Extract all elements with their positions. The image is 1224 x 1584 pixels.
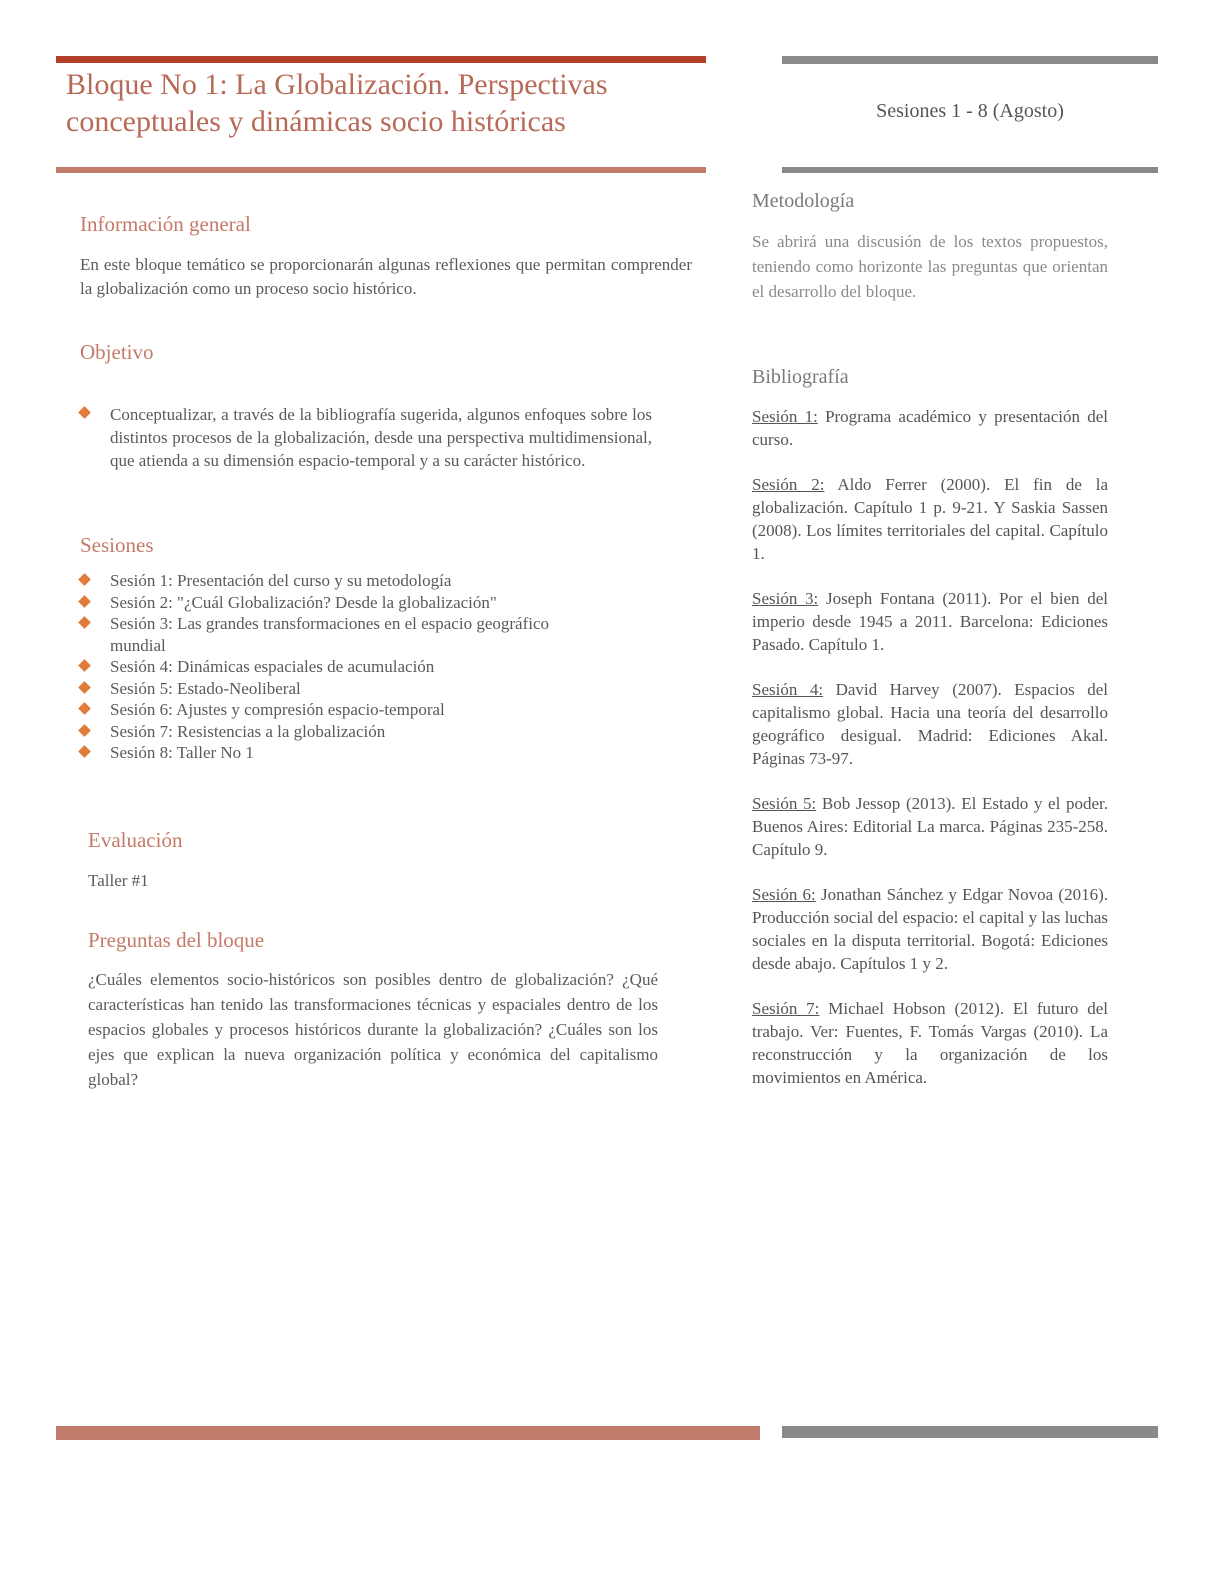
bibliography-entry xyxy=(752,587,1108,656)
session-1: Sesión 1: Presentación del curso y su metodología xyxy=(110,571,452,590)
bib-label: Sesión 1: xyxy=(752,407,818,426)
bib-text: Bob Jessop (2013). El Estado y el poder. Buenos Aires: Editorial La marca. Páginas 235-258. Capítulo 9. xyxy=(752,794,1109,859)
objective-heading: Objetivo xyxy=(80,340,154,364)
bibliography-heading: Bibliografía xyxy=(752,366,849,388)
info-heading: Información general xyxy=(80,212,251,236)
session-5: Sesión 5: Estado-Neoliberal xyxy=(110,678,301,698)
section-objective xyxy=(80,340,652,472)
bibliography-entry xyxy=(752,473,1108,565)
list-item xyxy=(40,403,652,472)
bib-label: Sesión 2: xyxy=(752,475,825,494)
session-6: Sesión 6: Ajustes y compresión espacio-temporal xyxy=(110,700,445,719)
footer-rule-left xyxy=(56,1426,760,1440)
section-info xyxy=(80,212,692,301)
bullet-icon xyxy=(78,745,91,758)
header-rule-top-left xyxy=(56,56,706,63)
list-item xyxy=(40,678,600,700)
sessions-list xyxy=(40,570,600,764)
evaluation-text: Taller #1 xyxy=(88,871,149,890)
bibliography-list xyxy=(752,405,1108,1089)
bib-label: Sesión 7: xyxy=(752,999,820,1018)
list-item xyxy=(40,570,600,592)
bib-text: Programa académico y presentación del curso. xyxy=(752,407,1108,449)
section-sessions xyxy=(80,533,692,764)
bib-text: Joseph Fontana (2011). Por el bien del imperio desde 1945 a 2011. Barcelona: Ediciones Pasado. Capítulo 1. xyxy=(752,589,1108,654)
header-rule-top-right xyxy=(782,56,1158,64)
bibliography-entry xyxy=(752,405,1108,451)
methodology-heading: Metodología xyxy=(752,190,855,212)
evaluation-heading: Evaluación xyxy=(88,828,183,852)
bibliography-entry xyxy=(752,792,1108,861)
list-item xyxy=(40,742,600,764)
session-4: Sesión 4: Dinámicas espaciales de acumulación xyxy=(110,657,435,676)
session-8: Sesión 8: Taller No 1 xyxy=(110,743,254,762)
footer-rule-right xyxy=(782,1426,1158,1438)
bullet-icon xyxy=(78,406,91,419)
bullet-icon xyxy=(78,616,91,629)
bullet-icon xyxy=(78,724,91,737)
bib-text: David Harvey (2007). Espacios del capitalismo global. Hacia una teoría del desarrollo geográfico desigual. Madrid: Ediciones Akal. Páginas 73-97. xyxy=(752,680,1108,768)
bullet-icon xyxy=(78,659,91,672)
section-evaluation xyxy=(88,828,658,893)
list-item xyxy=(40,592,600,614)
bullet-icon xyxy=(78,573,91,586)
bib-label: Sesión 3: xyxy=(752,589,819,608)
bib-text: Aldo Ferrer (2000). El fin de la globalización. Capítulo 1 p. 9-21. Y Saskia Sassen (2008). Los límites territoriales del capital. Capítulo 1. xyxy=(752,475,1109,563)
methodology-text: Se abrirá una discusión de los textos propuestos, teniendo como horizonte las preguntas que orientan el desarrollo del bloque. xyxy=(752,232,1108,301)
list-item xyxy=(40,656,600,678)
bib-text: Jonathan Sánchez y Edgar Novoa (2016). Producción social del espacio: el capital y las luchas sociales en la disputa territorial. Bogotá: Ediciones desde abajo. Capítulos 1 y 2. xyxy=(752,885,1108,973)
questions-text: ¿Cuáles elementos socio-históricos son posibles dentro de globalización? ¿Qué características han tenido las transformaciones técnicas y espaciales dentro de los espacios globales y procesos históricos durante la globalización? ¿Cuáles son los ejes que explican la nueva organización política y económica del capitalismo global? xyxy=(88,970,658,1089)
session-7: Sesión 7: Resistencias a la globalización xyxy=(110,721,386,741)
bibliography-entry xyxy=(752,997,1108,1089)
section-questions xyxy=(88,928,658,1092)
bibliography-entry xyxy=(752,678,1108,770)
bib-label: Sesión 5: xyxy=(752,794,817,813)
list-item xyxy=(40,613,600,656)
bullet-icon xyxy=(78,681,91,694)
objective-text: Conceptualizar, a través de la bibliografía sugerida, algunos enfoques sobre los distintos procesos de la globalización, desde una perspectiva multidimensional, que atienda a su dimensión espacio-temporal y a su carácter histórico. xyxy=(110,405,652,470)
bib-text: Michael Hobson (2012). El futuro del trabajo. Ver: Fuentes, F. Tomás Vargas (2010). La reconstrucción y la organización de los movimientos en América. xyxy=(752,999,1108,1087)
questions-heading: Preguntas del bloque xyxy=(88,928,265,952)
bibliography-entry xyxy=(752,883,1108,975)
section-bibliography xyxy=(752,366,1108,1111)
bullet-icon xyxy=(78,595,91,608)
list-item xyxy=(40,699,600,721)
sessions-heading: Sesiones xyxy=(80,533,154,557)
header-rule-bottom-left xyxy=(56,167,706,173)
section-methodology xyxy=(752,190,1108,304)
info-text: En este bloque temático se proporcionarán algunas reflexiones que permitan comprender la globalización como un proceso socio histórico. xyxy=(80,255,692,298)
bullet-icon xyxy=(78,702,91,715)
bib-label: Sesión 4: xyxy=(752,680,824,699)
session-dates: Sesiones 1 - 8 (Agosto) xyxy=(876,100,1064,122)
page-title: Bloque No 1: La Globalización. Perspectivas conceptuales y dinámicas socio históricas xyxy=(66,68,608,138)
session-2: Sesión 2: "¿Cuál Globalización? Desde la globalización" xyxy=(110,592,497,612)
header-rule-bottom-right xyxy=(782,167,1158,173)
bib-label: Sesión 6: xyxy=(752,885,816,904)
objective-list xyxy=(40,403,652,472)
session-3: Sesión 3: Las grandes transformaciones en el espacio geográfico mundial xyxy=(110,614,550,655)
list-item xyxy=(40,721,600,743)
